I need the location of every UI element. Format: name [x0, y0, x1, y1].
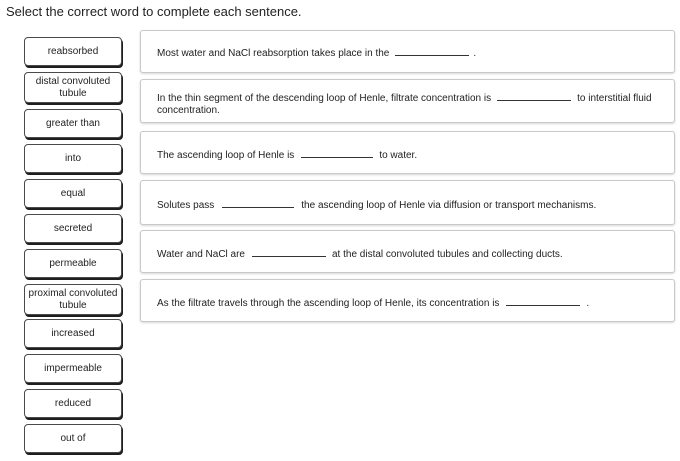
sentence-box	[140, 30, 675, 73]
sentence-text-before: Solutes pass	[157, 200, 215, 211]
word-chip[interactable]: increased	[24, 319, 122, 348]
word-chip[interactable]: reduced	[24, 389, 122, 418]
word-chip[interactable]: out of	[24, 424, 122, 453]
sentence-box	[140, 131, 675, 174]
sentence-box	[140, 79, 675, 123]
sentence-text-before: The ascending loop of Henle is	[157, 150, 295, 161]
instruction-text: Select the correct word to complete each sentence.	[6, 4, 302, 19]
word-chip[interactable]: proximal convoluted tubule	[24, 284, 122, 315]
sentence-text-after: .	[473, 48, 477, 59]
sentence-text	[157, 148, 660, 162]
word-chip[interactable]: permeable	[24, 249, 122, 278]
answer-blank[interactable]	[252, 247, 326, 257]
answer-blank[interactable]	[506, 296, 580, 306]
sentence-text-after: to water.	[379, 150, 418, 161]
sentence-text-after: .	[586, 298, 590, 309]
word-chip[interactable]: reabsorbed	[24, 37, 122, 66]
sentence-box	[140, 180, 675, 225]
sentence-box	[140, 230, 675, 273]
sentence-text	[157, 247, 660, 261]
sentence-text-after: the ascending loop of Henle via diffusion or transport mechanisms.	[301, 200, 597, 211]
sentence-text	[157, 46, 660, 60]
sentence-text-before: In the thin segment of the descending loop of Henle, filtrate concentration is	[157, 93, 492, 104]
word-chip[interactable]: into	[24, 144, 122, 173]
sentence-text-after: to interstitial fluid concentration.	[157, 93, 652, 116]
word-chip[interactable]: greater than	[24, 109, 122, 138]
sentence-text-before: As the filtrate travels through the ascending loop of Henle, its concentration is	[157, 298, 500, 309]
sentence-text	[157, 296, 660, 310]
word-chip[interactable]: impermeable	[24, 354, 122, 383]
answer-blank[interactable]	[222, 198, 294, 208]
word-chip[interactable]: distal convoluted tubule	[24, 72, 122, 103]
answer-blank[interactable]	[395, 46, 469, 56]
sentence-text	[157, 91, 660, 117]
word-chip[interactable]: equal	[24, 179, 122, 208]
sentence-text	[157, 198, 660, 212]
word-chip[interactable]: secreted	[24, 214, 122, 243]
answer-blank[interactable]	[497, 91, 571, 101]
answer-blank[interactable]	[301, 148, 373, 158]
sentence-text-before: Water and NaCl are	[157, 249, 245, 260]
sentence-text-after: at the distal convoluted tubules and collecting ducts.	[332, 249, 563, 260]
sentence-text-before: Most water and NaCl reabsorption takes place in the	[157, 48, 390, 59]
sentence-box	[140, 279, 675, 322]
